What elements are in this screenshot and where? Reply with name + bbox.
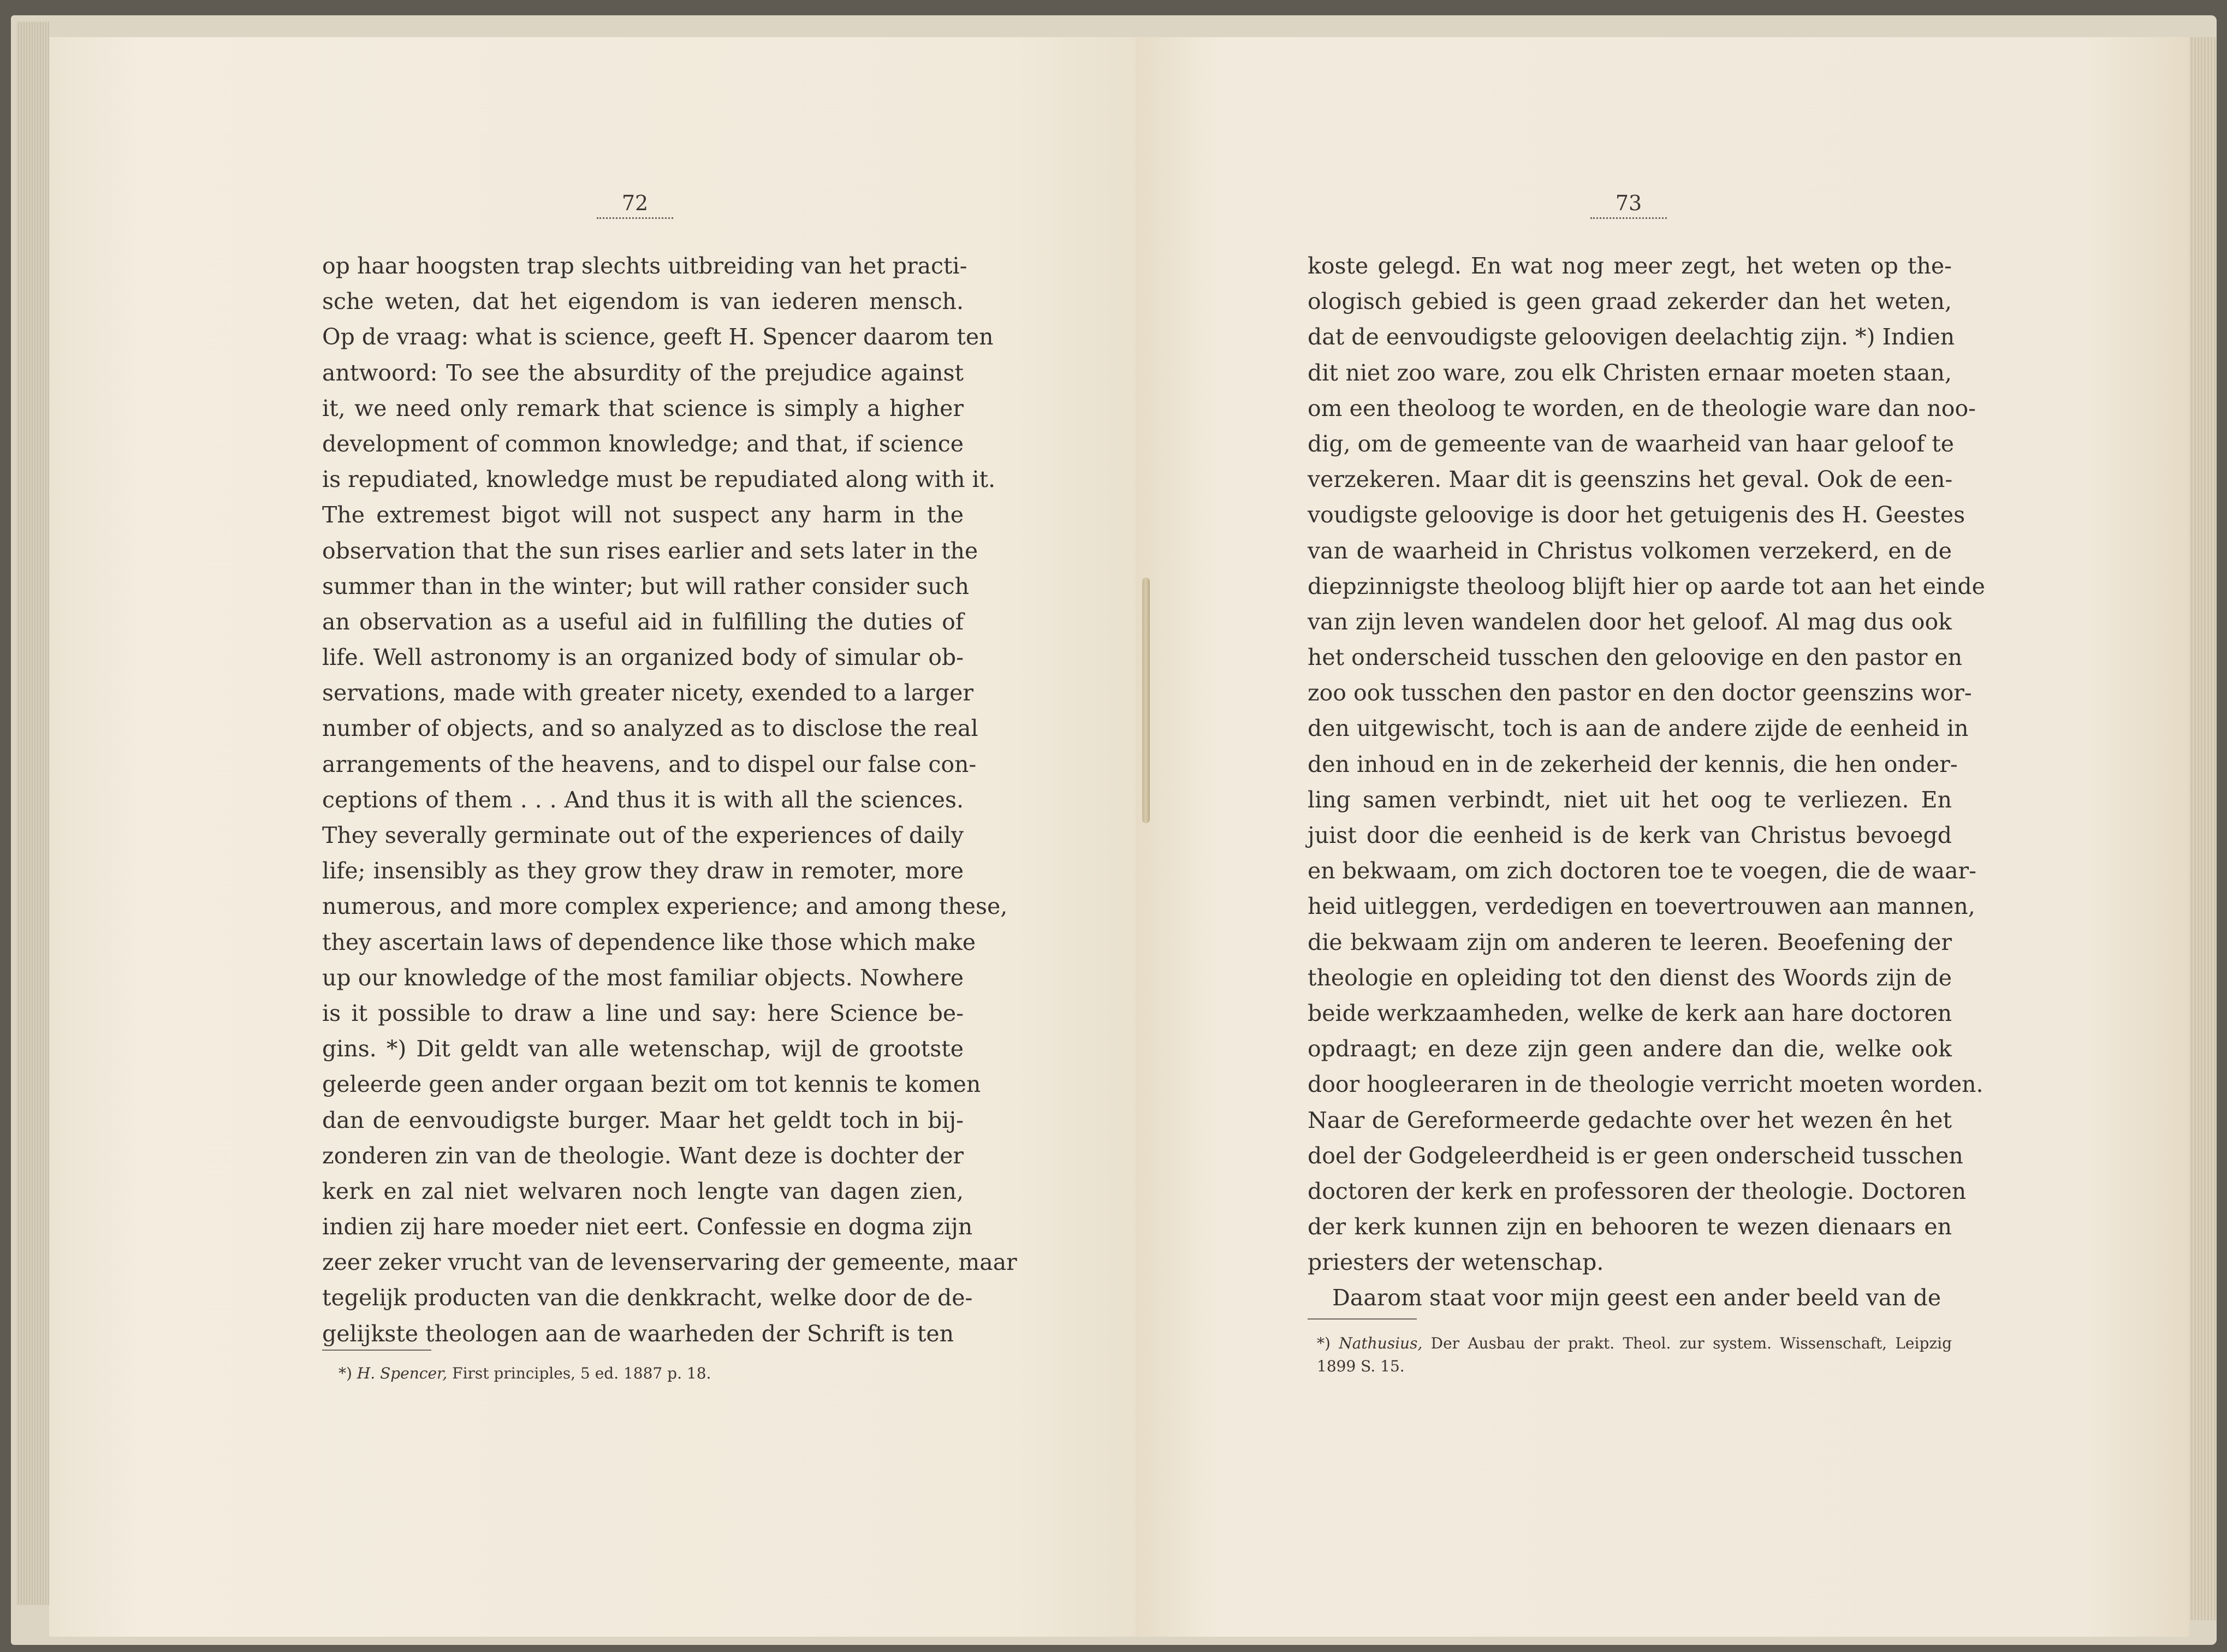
text-line: juist door die eenheid is de kerk van Christus bevoegd [1308,822,1952,848]
page-number-ornament [1590,217,1667,222]
text-line: den uitgewischt, toch is aan de andere zijde de eenheid in [1308,715,1969,742]
page-edges-right [2189,37,2217,1620]
footnote-marker: *) [338,1364,352,1382]
footnote-marker: *) [1317,1334,1331,1352]
text-line: tegelijk producten van die denkkracht, welke door de de- [322,1285,973,1311]
text-line: door hoogleeraren in de theologie verricht moeten worden. [1308,1071,1983,1098]
text-line: dan de eenvoudigste burger. Maar het geldt toch in bij- [322,1107,964,1133]
right-page-body [1308,248,1985,1316]
footnote-text: Der Ausbau der prakt. Theol. zur system. Wissenschaft, Leipzig [1430,1334,1952,1352]
text-line: zonderen zin van de theologie. Want deze is dochter der [322,1142,964,1169]
footnote-right [1317,1332,1952,1378]
text-line: it, we need only remark that science is simply a higher [322,395,964,421]
text-line: van zijn leven wandelen door het geloof. Al mag dus ook [1308,608,1952,635]
text-line: ceptions of them . . . And thus it is with all the sciences. [322,786,964,813]
text-line: is repudiated, knowledge must be repudiated along with it. [322,466,996,493]
text-line: der kerk kunnen zijn en behooren te wezen dienaars en [1308,1214,1952,1240]
text-line: is it possible to draw a line und say: here Science be- [322,1000,964,1026]
page-number-right-text: 73 [1615,191,1642,215]
footnote-author: Nathusius, [1339,1334,1423,1352]
text-line: verzekeren. Maar dit is geenszins het geval. Ook de een- [1308,466,1953,493]
text-line: Op de vraag: what is science, geeft H. Spencer daarom ten [322,324,994,350]
text-line: gins. *) Dit geldt van alle wetenschap, wijl de grootste [322,1036,964,1062]
binding-thread [1142,578,1150,823]
text-line: heid uitleggen, verdedigen en toevertrouwen aan mannen, [1308,893,1975,920]
text-line: dig, om de gemeente van de waarheid van haar geloof te [1308,430,1955,457]
text-line: indien zij hare moeder niet eert. Confessie en dogma zijn [322,1214,973,1240]
text-line: diepzinnigste theoloog blijft hier op aarde tot aan het einde [1308,573,1985,599]
text-line: numerous, and more complex experience; and among these, [322,893,1008,920]
text-line: zeer zeker vrucht van de levenservaring der gemeente, maar [322,1249,1017,1276]
text-line: arrangements of the heavens, and to dispel our false con- [322,751,977,777]
text-line: voudigste geloovige is door het getuigenis des H. Geestes [1308,502,1965,528]
footnote-author: H. Spencer, [357,1364,448,1382]
text-line: priesters der wetenschap. [1308,1249,1604,1276]
text-line: development of common knowledge; and that, if science [322,430,964,457]
text-line: die bekwaam zijn om anderen te leeren. Beoefening der [1308,929,1952,955]
text-line: van de waarheid in Christus volkomen verzekerd, en de [1308,537,1952,564]
page-edges-left [16,22,49,1605]
text-line: an observation as a useful aid in fulfilling the duties of [322,608,964,635]
text-line: antwoord: To see the absurdity of the prejudice against [322,359,964,386]
text-line: ling samen verbindt, niet uit het oog te verliezen. En [1308,786,1952,813]
footnote-text-line2: 1899 S. 15. [1317,1357,1405,1375]
text-line: up our knowledge of the most familiar objects. Nowhere [322,964,964,991]
text-line: theologie en opleiding tot den dienst des Woords zijn de [1308,964,1952,991]
text-line: kerk en zal niet welvaren noch lengte van dagen zien, [322,1178,964,1204]
text-line: observation that the sun rises earlier and sets later in the [322,537,978,564]
text-line: opdraagt; en deze zijn geen andere dan die, welke ook [1308,1036,1952,1062]
footnote-left [338,1362,961,1385]
text-line: op haar hoogsten trap slechts uitbreiding van het practi- [322,253,967,279]
left-page-body [322,248,1017,1352]
text-line: number of objects, and so analyzed as to disclose the real [322,715,978,742]
text-line: zoo ook tusschen den pastor en den doctor geenszins wor- [1308,680,1972,706]
text-line: en bekwaam, om zich doctoren toe te voegen, die de waar- [1308,858,1976,884]
text-line: Naar de Gereformeerde gedachte over het wezen ên het [1308,1107,1952,1133]
text-line: gelijkste theologen aan de waarheden der Schrift is ten [322,1320,954,1347]
text-line: den inhoud en in de zekerheid der kennis, die hen onder- [1308,751,1958,777]
text-line: doctoren der kerk en professoren der theologie. Doctoren [1308,1178,1967,1204]
page-number-ornament [597,217,673,222]
page-number-left [580,191,690,222]
text-line: life. Well astronomy is an organized body of simular ob- [322,644,964,671]
text-line: dat de eenvoudigste geloovigen deelachtig zijn. *) Indien [1308,324,1955,350]
text-line: geleerde geen ander orgaan bezit om tot kennis te komen [322,1071,981,1098]
text-line: servations, made with greater nicety, exended to a larger [322,680,973,706]
text-line: koste gelegd. En wat nog meer zegt, het weten op the- [1308,253,1952,279]
page-number-left-text: 72 [621,191,649,215]
footnote-text: First principles, 5 ed. 1887 p. 18. [452,1364,711,1382]
footnote-rule-right [1308,1318,1417,1320]
text-line: beide werkzaamheden, welke de kerk aan hare doctoren [1308,1000,1952,1026]
text-line: The extremest bigot will not suspect any harm in the [322,502,964,528]
text-line: sche weten, dat het eigendom is van iederen mensch. [322,288,964,315]
text-line: life; insensibly as they grow they draw in remoter, more [322,858,964,884]
text-line: doel der Godgeleerdheid is er geen onderscheid tusschen [1308,1142,1963,1169]
text-line: they ascertain laws of dependence like those which make [322,929,976,955]
text-line: om een theoloog te worden, en de theologie ware dan noo- [1308,395,1976,421]
page-number-right [1574,191,1683,222]
footnote-rule-left [322,1350,431,1351]
text-line: They severally germinate out of the experiences of daily [322,822,964,848]
text-line: ologisch gebied is geen graad zekerder dan het weten, [1308,288,1952,315]
text-line: het onderscheid tusschen den geloovige en den pastor en [1308,644,1963,671]
text-line: dit niet zoo ware, zou elk Christen ernaar moeten staan, [1308,359,1952,386]
text-line: summer than in the winter; but will rather consider such [322,573,969,599]
text-line: Daarom staat voor mijn geest een ander beeld van de [1332,1285,1941,1311]
